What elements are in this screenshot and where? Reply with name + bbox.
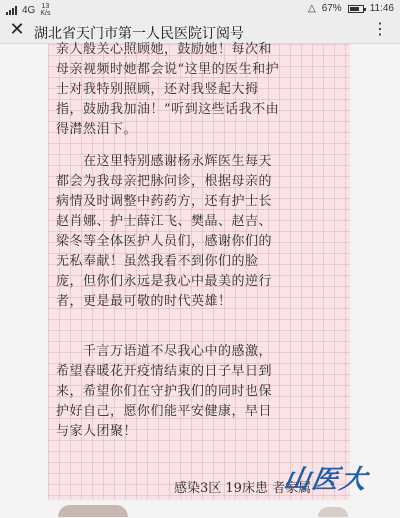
wifi-icon: △ [307,3,316,14]
status-left [6,3,50,17]
letter-paragraph-3: 千言万语道不尽我心中的感激， 希望春暖花开疫情结束的日子早日到 来，希望你们在守护我们的同时也保 护好自己，愿你们能平安健康，早日 与家人团聚！ [56,344,273,439]
next-photo-thumbnail-2 [318,507,348,517]
clock: 11:46 [369,3,394,14]
more-button[interactable] [370,20,390,40]
letter-image [48,44,350,500]
letter-paragraph-2: 在这里特别感谢杨永辉医生每天 都会为我母亲把脉问诊，根据母亲的 病情及时调整中药药方，还有护士长 赵肖娜、护士薛江飞、樊晶、赵吉、 梁冬等全体医护人员们，感谢你们的 无私奉献！虽然我看不到你们的脸 庞，但你们永远是我心中最美的逆行 者，更是最可敬的时代英雄！ [56,154,273,309]
status-right [308,3,394,14]
letter-signature: 感染3区 19床患 者家属 [174,481,312,496]
net-speed [40,3,50,17]
more-icon: ⋮ [372,19,388,38]
battery-icon [348,5,364,13]
signal-icon [6,5,17,15]
carrier-signal: 4G [22,4,36,16]
net-speed-value: 13 [41,3,50,10]
net-speed-unit: K/s [40,10,51,17]
page-title: 湖北省天门市第一人民医院订阅号 [34,26,244,42]
next-photo-thumbnail [58,505,128,517]
watermark-logo: 山医大 [281,465,371,495]
status-bar [0,0,400,18]
letter-paragraph-1: 亲人般关心照顾她，鼓励她！每次和 母亲视频时她都会说“这里的医生和护 士对我特别照顾，还对我竖起大拇 指，鼓励我加油！”听到这些话我不由 得潸然泪下。 [56,42,280,137]
battery-percent: 67% [321,3,342,14]
close-icon: ✕ [9,19,25,40]
close-button[interactable] [8,21,26,39]
